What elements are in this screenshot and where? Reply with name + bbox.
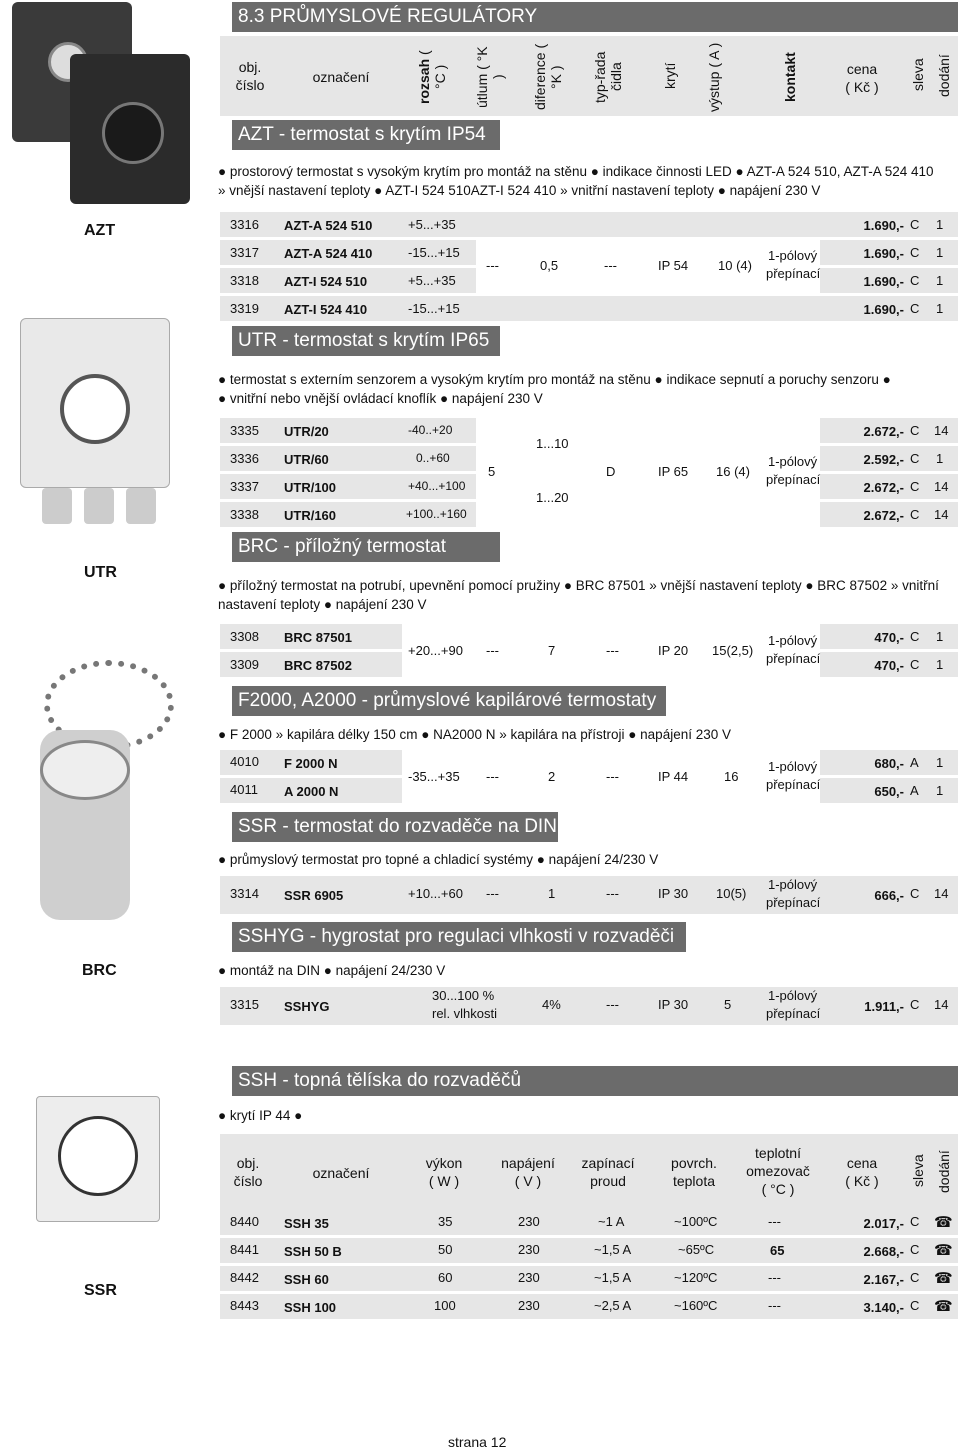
page-footer: strana 12 [448, 1434, 507, 1450]
sections-ssh-rows-0-vykon: 35 [438, 1214, 453, 1229]
sections-ssr-kontakt-1: přepínací [766, 895, 821, 910]
sections-f2000-kontakt-0: 1-pólový [768, 759, 818, 774]
sections-utr-rows-0-code: C [910, 423, 920, 438]
sections-ssr-row-price: 666,- [874, 888, 904, 903]
sshyg-table [220, 987, 958, 1025]
sections-azt-rows-2-num: 3318 [230, 273, 259, 288]
header-utlum-1: ( °K ) [474, 46, 506, 80]
sections-ssh-header-povrch-1: teplota [672, 1173, 716, 1189]
sections-azt-rows-0-name: AZT-A 524 510 [284, 218, 373, 233]
header-vystup-1: ( A ) [706, 42, 722, 68]
sections-utr-rows-2-num: 3337 [230, 479, 259, 494]
section-brc-desc1: ● příložný termostat na potrubí, upevnění pomocí pružiny ● BRC 87501 » vnější nastavení teploty ● BRC 87502 » vnitřní [218, 578, 939, 593]
section-azt-desc1: ● prostorový termostat s vysokým krytím pro montáž na stěnu ● indikace činnosti LED ● AZT-A 524 510, AZT-A 524 410 [218, 164, 934, 179]
sections-azt-rows-2-d: 1 [936, 273, 944, 288]
sections-brc-rows-0-price: 470,- [874, 630, 904, 645]
sections-ssh-header-obj-1: číslo [233, 1173, 263, 1189]
phone-icon: ☎ [934, 1298, 953, 1315]
section-brc-title: BRC - příložný termostat [232, 532, 500, 562]
sections-ssh-rows-0-code: C [910, 1214, 920, 1229]
sections-ssh-rows-3-code: C [910, 1298, 920, 1313]
sections-brc-rows-1-price: 470,- [874, 658, 904, 673]
sections-brc-rows-0-d: 1 [936, 629, 944, 644]
utr-merged [476, 418, 820, 527]
sections-ssh-rows-0-napajeni: 230 [518, 1214, 540, 1229]
sections-utr-rows-0-num: 3335 [230, 423, 259, 438]
utr-product-image [14, 318, 180, 528]
sections-azt-rows-1-num: 3317 [230, 245, 259, 260]
sections-utr-rows-0-name: UTR/20 [284, 424, 329, 439]
sections-utr-rows-1-d: 1 [936, 451, 944, 466]
sections-ssh-header-omezovac-1: omezovač [746, 1163, 810, 1179]
sections-utr-rows-2-name: UTR/100 [284, 480, 337, 495]
sections-brc-vystup: 15(2,5) [712, 643, 754, 658]
ssr-product-image [36, 1086, 166, 1226]
sections-brc-rows-0-num: 3308 [230, 629, 259, 644]
sections-azt-rows-1-price: 1.690,- [863, 246, 904, 261]
sections-utr-rows-0-range: -40..+20 [408, 423, 453, 437]
sections-ssh-header-cena-0: cena [846, 1155, 878, 1171]
sections-azt-rows-3-name: AZT-I 524 410 [284, 302, 368, 317]
sections-azt-rows-3-code: C [910, 301, 920, 316]
sections-utr-rows-3-d: 14 [934, 507, 949, 522]
sections-azt-rows-3-num: 3319 [230, 301, 259, 316]
sections-azt-rows-1-range: -15...+15 [408, 245, 460, 260]
section-ssh-title: SSH - topná tělíska do rozvaděčů [232, 1066, 958, 1096]
header-typrada-1: čidla [608, 62, 624, 92]
sections-ssh-rows-1-code: C [910, 1242, 920, 1257]
sections-ssh-rows-2-vykon: 60 [438, 1270, 453, 1285]
sections-sshyg-row-typrada: --- [606, 997, 619, 1012]
azt-table [220, 212, 958, 320]
sections-azt-kryti: IP 54 [658, 258, 689, 273]
sections-azt-rows-3-d: 1 [936, 301, 944, 316]
sections-sshyg-row-name: SSHYG [284, 999, 330, 1014]
sections-ssh-rows-3-num: 8443 [230, 1298, 259, 1313]
sections-ssh-header-napajeni-0: napájení [501, 1155, 555, 1171]
sections-sshyg-row-vystup: 5 [724, 997, 732, 1012]
sections-ssh-header-vykon-0: výkon [425, 1155, 463, 1171]
brc-table [220, 624, 958, 678]
sections-utr-rows-3-range: +100..+160 [406, 507, 467, 521]
sections-utr-rows-1-range: 0..+60 [416, 451, 450, 465]
section-ssr-desc1: ● průmyslový termostat pro topné a chladicí systémy ● napájení 24/230 V [218, 852, 659, 867]
sections-utr-rows-3-code: C [910, 507, 920, 522]
sections-sshyg-row-diference: 4% [542, 997, 561, 1012]
hdr-kryti: krytí [662, 62, 678, 90]
section-f2000-title: F2000, A2000 - průmyslové kapilárové termostaty [232, 686, 666, 716]
section-ssr-title: SSR - termostat do rozvaděče na DIN [232, 812, 558, 842]
sections-azt-utlum: --- [486, 258, 499, 273]
sections-utr-kryti: IP 65 [658, 464, 689, 479]
sections-ssh-rows-2-teplota: ~120ºC [674, 1270, 718, 1285]
sections-ssh-rows-1-vykon: 50 [438, 1242, 453, 1257]
sections-azt-rows-0-range: +5...+35 [408, 217, 456, 232]
azt-merged [476, 240, 820, 293]
sections-azt-rows-2-price: 1.690,- [863, 274, 904, 289]
sections-azt-rows-2-range: +5...+35 [408, 273, 456, 288]
sections-utr-diference2: 1...20 [536, 490, 569, 505]
header-diference-1: ( °K ) [532, 43, 564, 89]
ssr-table [220, 876, 958, 914]
sections-ssh-rows-3-vykon: 100 [434, 1298, 456, 1313]
sections-ssh-rows-3-name: SSH 100 [284, 1300, 337, 1315]
sections-utr-rows-2-code: C [910, 479, 920, 494]
sections-ssh-header-zapinaci-0: zapínací [581, 1155, 635, 1171]
header-rozsah-1: ( °C ) [416, 50, 448, 90]
sections-ssh-rows-2-price: 2.167,- [863, 1272, 904, 1287]
sections-ssh-header-dodani: dodání [936, 1150, 952, 1194]
sections-utr-rows-2-price: 2.672,- [863, 480, 904, 495]
sections-brc-kryti: IP 20 [658, 643, 689, 658]
sections-ssr-row-d: 14 [934, 886, 949, 901]
sections-utr-typrada: D [606, 464, 616, 479]
sections-ssh-rows-1-omezovac: 65 [770, 1243, 785, 1258]
sections-azt-vystup: 10 (4) [718, 258, 752, 273]
sections-f2000-diference: 2 [548, 769, 556, 784]
section-utr-title: UTR - termostat s krytím IP65 [232, 326, 500, 356]
header-typrada-0: typ-řada [592, 51, 608, 103]
section-f2000-desc1: ● F 2000 » kapilára délky 150 cm ● NA2000 N » kapilára na přístroji ● napájení 230 V [218, 727, 731, 742]
section-ssh-desc1: ● krytí IP 44 ● [218, 1108, 303, 1123]
sections-brc-rows-1-d: 1 [936, 657, 944, 672]
sections-sshyg-row-kryti: IP 30 [658, 997, 689, 1012]
sections-ssh-rows-1-teplota: ~65ºC [678, 1242, 715, 1257]
sections-ssh-rows-2-omezovac: --- [768, 1270, 781, 1285]
sections-utr-rows-0-d: 14 [934, 423, 949, 438]
sections-sshyg-kontakt-0: 1-pólový [768, 988, 818, 1003]
sections-ssr-row-name: SSR 6905 [284, 888, 344, 903]
sections-sshyg-row-d: 14 [934, 997, 949, 1012]
sections-sshyg-kontakt-1: přepínací [766, 1006, 821, 1021]
sections-f2000-typrada: --- [606, 769, 619, 784]
phone-icon: ☎ [934, 1214, 953, 1231]
sections-utr-rows-3-num: 3338 [230, 507, 259, 522]
sections-ssh-header-obj-0: obj. [236, 1155, 260, 1171]
sections-ssh-rows-2-num: 8442 [230, 1270, 259, 1285]
header-cena-1: ( Kč ) [845, 79, 879, 95]
phone-icon: ☎ [934, 1242, 953, 1259]
azt-product-image [8, 2, 188, 210]
hdr-diference [532, 42, 564, 112]
sections-ssr-row-typrada: --- [606, 886, 619, 901]
ssh-table [220, 1210, 958, 1318]
sections-ssh-header-oznaceni: označení [312, 1165, 370, 1181]
sections-brc-utlum: --- [486, 643, 499, 658]
hdr-utlum [474, 44, 506, 110]
sections-utr-vystup: 16 (4) [716, 464, 750, 479]
sections-ssr-kontakt-0: 1-pólový [768, 877, 818, 892]
hdr-dodani: dodání [936, 54, 952, 98]
hdr-oznaceni: označení [312, 69, 370, 85]
sections-utr-rows-0-price: 2.672,- [863, 424, 904, 439]
section-sshyg-title: SSHYG - hygrostat pro regulaci vlhkosti v rozvaděči [232, 922, 686, 952]
sections-azt-rows-2-name: AZT-I 524 510 [284, 274, 368, 289]
sections-utr-kontakt-0: 1-pólový [768, 454, 818, 469]
sections-azt-rows-1-name: AZT-A 524 410 [284, 246, 373, 261]
sections-azt-typrada: --- [604, 258, 617, 273]
sections-utr-rows-2-range: +40...+100 [408, 479, 466, 493]
sections-f2000-rows-0-d: 1 [936, 755, 944, 770]
sections-f2000-rows-0-code: A [910, 755, 919, 770]
sections-utr-rows-3-price: 2.672,- [863, 508, 904, 523]
sections-sshyg-row-code: C [910, 997, 920, 1012]
sections-sshyg-row-price: 1.911,- [864, 999, 904, 1014]
header-cena-0: cena [846, 61, 878, 77]
sections-utr-kontakt-1: přepínací [766, 472, 821, 487]
header-obj-cislo-1: číslo [235, 77, 265, 93]
sections-ssh-rows-3-napajeni: 230 [518, 1298, 540, 1313]
brc-product-image [18, 660, 188, 920]
hdr-rozsah [416, 44, 448, 110]
hdr-vystup [706, 42, 722, 112]
hdr-typrada [592, 42, 624, 112]
sections-utr-rows-2-d: 14 [934, 479, 949, 494]
section-utr-desc2: ● vnitřní nebo vnější ovládací knoflík ● napájení 230 V [218, 391, 543, 406]
sections-ssh-header-sleva: sleva [910, 1154, 926, 1188]
sections-ssh-rows-3-teplota: ~160ºC [674, 1298, 718, 1313]
hdr-cena [832, 60, 892, 96]
sections-ssh-rows-0-proud: ~1 A [598, 1214, 625, 1229]
sections-sshyg-row-range1: 30...100 % [432, 988, 495, 1003]
sections-brc-rows-0-name: BRC 87501 [284, 630, 352, 645]
sections-ssr-row-utlum: --- [486, 886, 499, 901]
sections-ssh-rows-0-price: 2.017,- [863, 1216, 904, 1231]
sections-ssr-row-diference: 1 [548, 886, 556, 901]
sections-f2000-rows-1-name: A 2000 N [284, 784, 339, 799]
sections-azt-rows-2-code: C [910, 273, 920, 288]
sections-brc-diference: 7 [548, 643, 556, 658]
sections-utr-rows-1-code: C [910, 451, 920, 466]
sections-ssh-header-povrch-0: povrch. [671, 1155, 717, 1171]
sections-ssh-rows-1-num: 8441 [230, 1242, 259, 1257]
sections-ssh-header-napajeni-1: ( V ) [514, 1173, 542, 1189]
sections-ssh-rows-1-price: 2.668,- [863, 1244, 904, 1259]
sections-f2000-range: -35...+35 [408, 769, 460, 784]
section-brc-desc2: nastavení teploty ● napájení 230 V [218, 597, 427, 612]
f2000-merged [402, 750, 820, 804]
sections-ssr-row-range: +10...+60 [408, 886, 463, 901]
sections-f2000-utlum: --- [486, 769, 499, 784]
sections-ssh-rows-3-proud: ~2,5 A [594, 1298, 632, 1313]
sections-utr-rows-1-price: 2.592,- [863, 452, 904, 467]
sections-f2000-rows-0-name: F 2000 N [284, 756, 338, 771]
f2000-table [220, 750, 958, 804]
header-diference-0: diference [532, 52, 548, 111]
sections-f2000-rows-0-num: 4010 [230, 754, 259, 769]
sections-brc-rows-1-code: C [910, 657, 920, 672]
section-utr-desc1: ● termostat s externím senzorem a vysokým krytím pro montáž na stěnu ● indikace sepnutí a poruchy senzoru ● [218, 372, 891, 387]
hdr-obj-cislo [230, 58, 270, 94]
ssh-table-header [220, 1134, 958, 1210]
sections-azt-rows-1-d: 1 [936, 245, 944, 260]
sections-azt-rows-3-range: -15...+15 [408, 301, 460, 316]
sections-ssh-header-zapinaci-1: proud [590, 1173, 626, 1189]
sections-azt-kontakt-0: 1-pólový [768, 248, 818, 263]
sections-utr-diference1: 1...10 [536, 436, 569, 451]
sections-ssh-rows-1-napajeni: 230 [518, 1242, 540, 1257]
sections-brc-rows-1-num: 3309 [230, 657, 259, 672]
sections-ssh-header-omezovac-2: ( °C ) [761, 1181, 795, 1197]
sections-azt-rows-0-num: 3316 [230, 217, 259, 232]
header-utlum-0: útlum [474, 73, 490, 108]
sections-ssh-header-vykon-1: ( W ) [428, 1173, 460, 1189]
sections-f2000-vystup: 16 [724, 769, 739, 784]
header-obj-cislo-0: obj. [238, 59, 262, 75]
sections-azt-kontakt-1: přepínací [766, 266, 821, 281]
sections-f2000-kryti: IP 44 [658, 769, 689, 784]
sections-ssh-rows-0-name: SSH 35 [284, 1216, 329, 1231]
section-azt-desc2: » vnější nastavení teploty ● AZT-I 524 510AZT-I 524 410 » vnitřní nastavení teploty ● napájení 230 V [218, 183, 821, 198]
sections-ssr-row-num: 3314 [230, 886, 259, 901]
sections-f2000-rows-0-price: 680,- [874, 756, 904, 771]
brc-merged [402, 624, 820, 678]
phone-icon: ☎ [934, 1270, 953, 1287]
sections-azt-rows-0-d: 1 [936, 217, 944, 232]
sections-sshyg-row-range2: rel. vlhkosti [432, 1006, 498, 1021]
sections-ssr-row-code: C [910, 886, 920, 901]
sections-ssr-row-vystup: 10(5) [716, 886, 747, 901]
sections-utr-utlum: 5 [488, 464, 496, 479]
sections-utr-rows-1-name: UTR/60 [284, 452, 329, 467]
section-azt-title: AZT - termostat s krytím IP54 [232, 120, 500, 150]
header-vystup-0: výstup [706, 71, 722, 112]
sections-ssh-rows-1-name: SSH 50 B [284, 1244, 342, 1259]
hdr-sleva: sleva [910, 58, 926, 92]
sections-f2000-kontakt-1: přepínací [766, 777, 821, 792]
side-label-brc: BRC [82, 962, 117, 979]
sections-brc-range: +20...+90 [408, 643, 463, 658]
sections-brc-kontakt-1: přepínací [766, 651, 821, 666]
sections-ssh-rows-2-name: SSH 60 [284, 1272, 329, 1287]
sections-ssh-rows-2-proud: ~1,5 A [594, 1270, 632, 1285]
page-title-bar [232, 2, 958, 32]
sections-ssh-rows-1-proud: ~1,5 A [594, 1242, 632, 1257]
sections-azt-rows-3-price: 1.690,- [863, 302, 904, 317]
sections-utr-rows-1-num: 3336 [230, 451, 259, 466]
side-label-ssr: SSR [84, 1282, 117, 1299]
sections-f2000-rows-1-code: A [910, 783, 919, 798]
sections-ssh-rows-2-napajeni: 230 [518, 1270, 540, 1285]
sections-brc-kontakt-0: 1-pólový [768, 633, 818, 648]
sections-brc-rows-0-code: C [910, 629, 920, 644]
sections-ssh-rows-0-num: 8440 [230, 1214, 259, 1229]
sections-ssh-rows-2-code: C [910, 1270, 920, 1285]
sections-azt-diference: 0,5 [540, 258, 559, 273]
header-rozsah-0: rozsah [416, 58, 432, 104]
sections-ssh-rows-0-omezovac: --- [768, 1214, 781, 1229]
page-title: 8.3 PRŮMYSLOVÉ REGULÁTORY [238, 6, 538, 27]
sections-azt-rows-0-code: C [910, 217, 920, 232]
side-label-utr: UTR [84, 564, 117, 581]
sections-sshyg-row-num: 3315 [230, 997, 259, 1012]
sections-ssh-header-omezovac-0: teplotní [755, 1145, 801, 1161]
sections-azt-rows-0-price: 1.690,- [863, 218, 904, 233]
sections-ssr-row-kryti: IP 30 [658, 886, 689, 901]
sections-f2000-rows-1-d: 1 [936, 783, 944, 798]
sections-utr-rows-3-name: UTR/160 [284, 508, 337, 523]
sections-ssh-rows-0-teplota: ~100ºC [674, 1214, 718, 1229]
table-header [220, 36, 958, 116]
hdr-kontakt: kontakt [782, 52, 798, 102]
section-sshyg-desc1: ● montáž na DIN ● napájení 24/230 V [218, 963, 446, 978]
sections-brc-typrada: --- [606, 643, 619, 658]
utr-table [220, 418, 958, 526]
sections-ssh-rows-3-price: 3.140,- [863, 1300, 904, 1315]
sections-f2000-rows-1-num: 4011 [230, 782, 258, 797]
side-label-azt: AZT [84, 222, 116, 239]
sections-ssh-rows-3-omezovac: --- [768, 1298, 781, 1313]
sections-ssh-header-cena-1: ( Kč ) [845, 1173, 879, 1189]
sections-brc-rows-1-name: BRC 87502 [284, 658, 352, 673]
sections-f2000-rows-1-price: 650,- [874, 784, 904, 799]
sections-azt-rows-1-code: C [910, 245, 920, 260]
